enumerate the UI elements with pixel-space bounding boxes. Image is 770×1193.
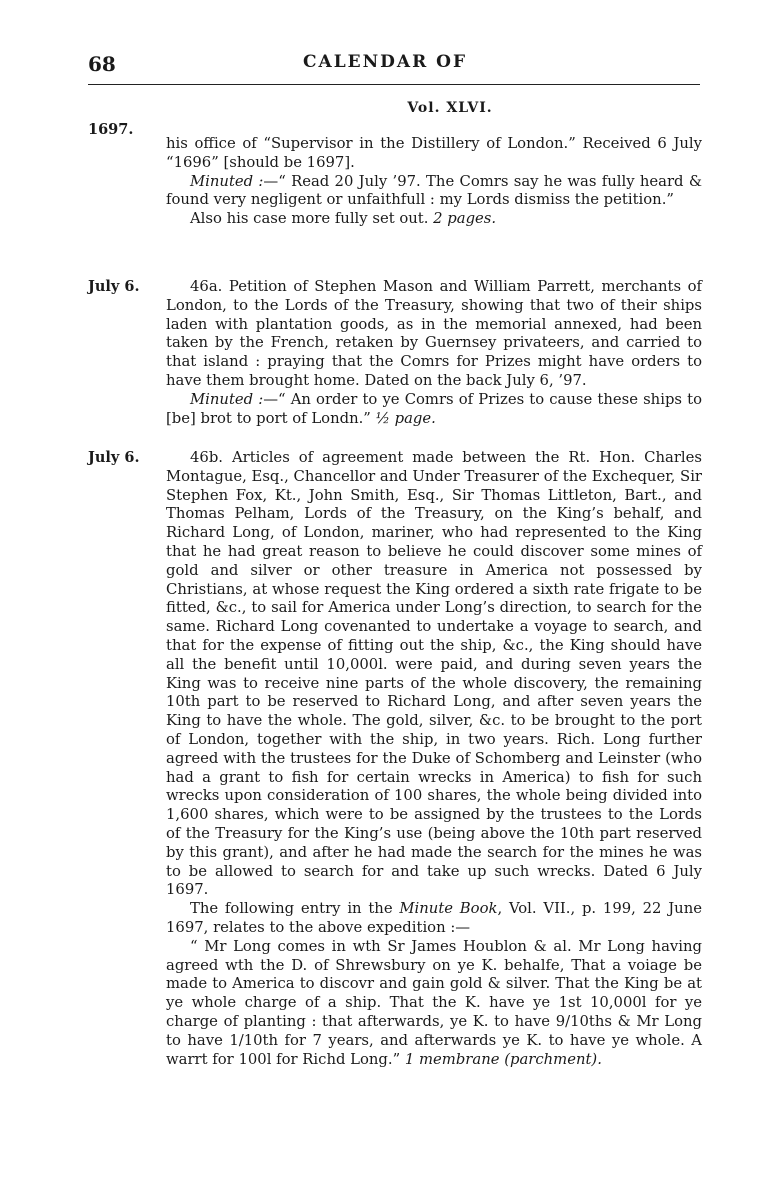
entry-2-minute: [166, 391, 702, 429]
entry-1: [166, 135, 702, 229]
entry-1-case-text: Also his case more fully set out.: [190, 210, 429, 228]
entry-1-case: [166, 210, 702, 229]
entry-3-quote-1: “ Mr Long comes in wth Sr James Houblon & al. Mr Long having agreed wth the D. of Shrewsbury on ye K. behalfe, That a voiage be made to America to discovr and gain gold & silver. That the King be at ye whole charge of a ship. That the K. have ye 1st 10,000l for ye charge of planting : that afterwards, ye K. to have: [166, 937, 702, 1030]
entry-2-minuted-label: Minuted :: [190, 390, 264, 408]
entry-2-minuted-text: —“ An order to ye Comrs of Prizes to cause these ships to [be] brot to port of Londn.”: [166, 390, 702, 427]
entry-3-text: 46b. Articles of agreement made between the Rt. Hon. Charles Montague, Esq., Chancellor and Under Treasurer of the Exchequer, Sir Stephen Fox, Kt., John Smith, Esq., Sir Thomas Littleton, Bart., and Thomas Pelham, Lords of the Treasury, on the King’s behalf, and Richard Long, of London, mariner, who had represented to the King that he had great reason to believe he could discover some mines of gold and silver or other treasure in America not possessed by Christians, at whose request the King ordered a sixth rate frigate to be fitted, &c., to sail for America under Long’s direction, to search for the same. Richard Long covenanted to undertake a voyage to search, and that for the expense of fitting out the ship, &c., the King should have all the benefit until 10,000l. were paid, and during seven years the King was to receive nine parts of the whole discovery, the remaining 10th part to be reserved to Richard Long, and after seven years the King to have the whole. The gold, silver, &c. to be brought to the port of London, together with the ship, in two years. Rich. Long further agreed with the trustees for the Duke of Schomberg and Leinster (who had a grant to fish for certain wrecks in America) to fish for such wrecks upon consideration of 100 shares, the whole being divided into 1,600 shares, which were to be assigned by the trustees to the Lords of the Treasury for the King’s use (being above the 10th part reserved by this grant), and after he had made the search for the mines he was to be allowed to search for and take up such wrecks. Dated 6 July 1697.: [166, 449, 702, 899]
entry-3-quote-2: 9/10ths & Mr Long to have 1/10th for 7 years, and afterwards ye K. to have ye whole. A warrt for 100l for Richd Long.”: [166, 1012, 702, 1068]
volume-heading: Vol. XLVI.: [407, 100, 493, 116]
entry-1-date: 1697.: [88, 121, 134, 138]
entry-3-parchment: (parchment).: [504, 1050, 602, 1068]
entry-2-date: July 6.: [88, 278, 140, 295]
entry-1-minuted-text: —“ Read 20 July ’97. The Comrs say he was fully heard & found very negligent or unfaithfull : my Lords dismiss the petition.”: [166, 172, 702, 209]
entry-2-pages: ½ page.: [375, 409, 436, 427]
entry-3-quote: [166, 938, 702, 1070]
entry-1-case-pages: 2 pages.: [433, 210, 497, 228]
entry-2: [166, 278, 702, 428]
entry-3-following-post: , Vol. VII., p. 199, 22 June 1697, relates to the above expedition :—: [166, 900, 702, 936]
entry-3-following-pre: The following entry in the: [190, 900, 400, 918]
page-number: 68: [88, 52, 116, 76]
entry-1-minute: [166, 173, 702, 211]
entry-2-text: 46a. Petition of Stephen Mason and William Parrett, merchants of London, to the Lords of the Treasury, showing that two of their ships laden with plantation goods, as in the memorial annexed, had been taken by the French, retaken by Guernsey privateers, and carried to that island : praying that the Comrs for Prizes might have orders to have them brought home. Dated on the back July 6, ’97.: [166, 278, 702, 389]
entry-3-membrane: 1 membrane: [404, 1050, 500, 1068]
entry-3: [166, 449, 702, 1069]
entry-3-date: July 6.: [88, 449, 140, 466]
entry-3-following: [166, 900, 702, 938]
entry-1-text: his office of “Supervisor in the Distillery of London.” Received 6 July “1696” [should be 1697].: [166, 135, 702, 171]
header-rule: [88, 84, 700, 85]
entry-3-following-book: Minute Book: [399, 900, 498, 918]
entry-1-minuted-label: Minuted :: [190, 172, 264, 190]
running-title: CALENDAR OF: [302, 52, 468, 72]
